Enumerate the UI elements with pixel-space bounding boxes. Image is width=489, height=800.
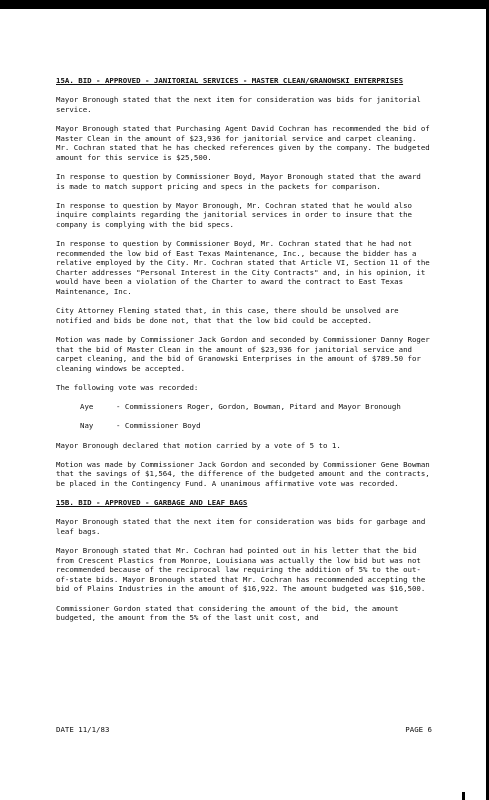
vote-intro: The following vote was recorded: [56, 383, 199, 392]
vote-text: - Commissioners Roger, Gordon, Bowman, Pitard and Mayor Bronough [116, 402, 401, 412]
section-heading-15a: 15A. BID - APPROVED - JANITORIAL SERVICES - MASTER CLEAN/GRANOWSKI ENTERPRISES [56, 76, 404, 85]
section-heading-15b: 15B. BID - APPROVED - GARBAGE AND LEAF BAGS [56, 498, 248, 508]
paragraph: Mayor Bronough stated that Purchasing Agent David Cochran has recommended the bid of Master Clean in the amount of $23,936 for janitorial service and carpet cleaning. Mr. Cochran stated that he has checked references given by the company. The budgeted amount for this service is $25,500. [56, 123, 430, 162]
vote-record [56, 402, 432, 431]
footer-date: DATE 11/1/83 [56, 725, 110, 734]
paragraph: Motion was made by Commissioner Jack Gordon and seconded by Commissioner Danny Roger that the bid of Master Clean in the amount of $23,936 for janitorial service and carpet cleaning, and the bid of Granowski Enterprises in the amount of $789.50 for cleaning windows be accepted. [56, 335, 430, 373]
paragraph: Motion was made by Commissioner Jack Gordon and seconded by Commissioner Gene Bowman that the savings of $1,564, the difference of the budgeted amount and the contracts, be placed in the Contingency Fund. A unanimous affirmative vote was recorded. [56, 459, 430, 488]
paragraph: Commissioner Gordon stated that considering the amount of the bid, the amount budgeted, the amount from the 5% of the last unit cost, and [56, 603, 399, 623]
paragraph: In response to question by Mayor Bronough, Mr. Cochran stated that he would also inquire complaints regarding the janitorial services in order to insure that the company is complying with the bid specs. [56, 200, 412, 229]
vote-row-aye [56, 402, 432, 412]
scan-speck [462, 792, 465, 800]
paragraph: City Attorney Fleming stated that, in this case, there should be unsolved are notified and bids be done not, that that the low bid could be accepted. [56, 306, 399, 325]
vote-label: Nay [80, 421, 94, 431]
vote-label: Aye [80, 402, 94, 412]
paragraph: Mayor Bronough stated that Mr. Cochran had pointed out in his letter that the bid from Crescent Plastics from Monroe, Louisiana was actually the low bid but was not recommended because of the reciprocal law requiring the addition of 5% to the out-of-state bids. Mayor Bronough stated that Mr. Cochran has recommended accepting the bid of Plains Industries in the amount of $16,922. The amount budgeted was $16,500. [56, 546, 426, 594]
paragraph: Mayor Bronough stated that the next item for consideration was bids for garbage and leaf bags. [56, 517, 426, 536]
paragraph: Mayor Bronough stated that the next item for consideration was bids for janitorial service. [56, 95, 421, 114]
vote-text: - Commissioner Boyd [116, 421, 201, 431]
paragraph: In response to question by Commissioner Boyd, Mr. Cochran stated that he had not recommended the low bid of East Texas Maintenance, Inc., because the bidder has a relative employed by the City. Mr. Cochran stated that Article VI, Section 11 of the Charter addresses "Personal Interest in the City Contracts" and, in his opinion, it would have been a violation of the Charter to award the contract to East Texas Maintenance, Inc. [56, 239, 430, 297]
vote-row-nay [56, 421, 432, 431]
paragraph: Mayor Bronough declared that motion carried by a vote of 5 to 1. [56, 440, 341, 450]
footer-page-number: PAGE 6 [405, 725, 432, 734]
document-page [56, 76, 432, 632]
page-footer [56, 725, 432, 735]
paragraph: In response to question by Commissioner Boyd, Mayor Bronough stated that the award is made to match support pricing and specs in the packets for comparison. [56, 171, 421, 191]
scan-top-edge [0, 0, 489, 9]
